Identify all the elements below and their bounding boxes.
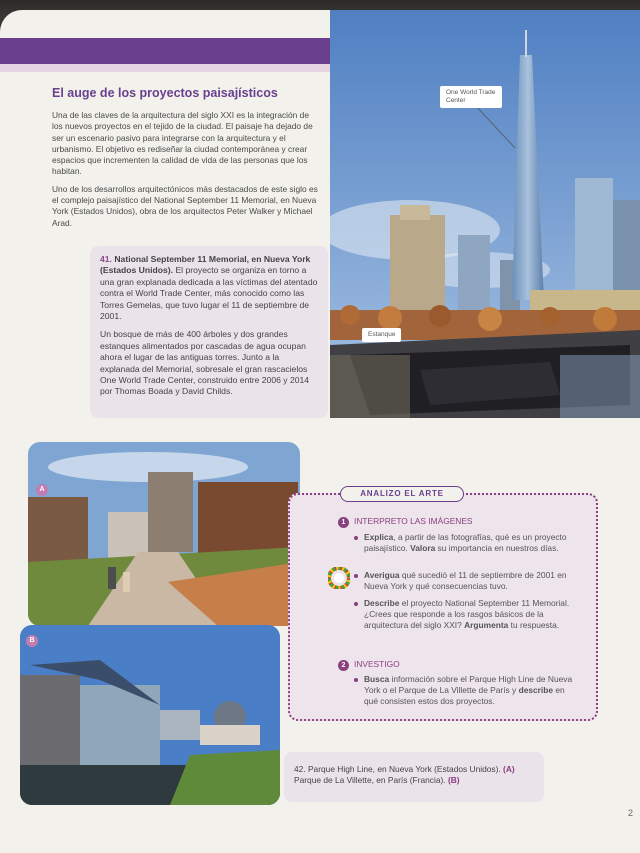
section-1-number: 1 [338,517,349,528]
sdg-wheel-icon [328,567,350,589]
bullet-describe: Describe el proyecto National September 11 Memorial. ¿Crees que responde a los rasgos básicos de la arquitectura del siglo XXI? Argumenta tu respuesta. [364,598,579,631]
analizo-title-text: ANALIZO EL ARTE [341,487,463,501]
caption-42-text-1: 42. Parque High Line, en Nueva York (Estados Unidos). [294,764,501,774]
header-stripe [0,64,330,72]
intro-paragraph-2: Uno de los desarrollos arquitectónicos más destacados de este siglo es el complejo paisajístico del National September 11 Memorial, en Nueva York (Estados Unidos), obra de los arquitectos Peter Walker y Michael Arad. [52,183,318,228]
high-line-photo [28,442,300,626]
badge-b: B [26,635,38,647]
article-intro [52,110,322,235]
page-number: 2 [628,808,634,818]
bullet-averigua: Averigua qué sucedió el 11 de septiembre de 2001 en Nueva York y qué consecuencias tuvo. [364,570,579,592]
caption-42-text-2: Parque de La Villette, en París (Francia). [294,775,446,786]
high-line-illustration [28,442,300,626]
caption-number: 41. [100,254,112,264]
header-band [0,38,330,64]
caption-text-1: El proyecto se organiza en torno a una gran explanada dedicada a las víctimas del atentado contra el World Trade Center, más conocido como las Torres Gemelas, que tuvo lugar el 11 de septiembre de 2001. [100,265,318,322]
section-2-number: 2 [338,660,349,671]
intro-paragraph-1: Una de las claves de la arquitectura del siglo XXI es la integración de los nuevos proyectos en el tejido de la ciudad. El paisaje ha dejado de ser un escenario pasivo para integrarse con la arquitectura y el urbanismo. El objetivo es rediseñar la ciudad contemporánea y crear espacios que incrementen la calidad de vida de las personas que los habitan. [52,110,313,177]
section-1-heading [338,516,473,528]
caption-41 [90,246,328,418]
label-pool: Estanque [362,328,401,342]
caption-text-2: Un bosque de más de 400 árboles y dos grandes estanques alimentados por cascadas de agua ocupan ahora el lugar de las antiguas torres. Junto a la explanada del Memorial, sobresale el gran rascacielos One World Trade Center, construido entre 2006 y 2014 por Thomas Boada y David Childs. [100,329,310,397]
caption-42 [284,752,544,802]
bullet-busca: Busca información sobre el Parque High Line de Nueva York o el Parque de La Villette de París y describe en qué consisten estos dos proyectos. [364,674,579,707]
la-villette-photo [20,625,280,805]
article-title: El auge de los proyectos paisajísticos [52,86,278,100]
caption-42-ref-b: (B) [447,775,460,786]
caption-title: National September 11 Memorial, en Nueva York (Estados Unidos). [100,254,311,276]
label-one-wtc: One World Trade Center [440,86,502,108]
memorial-photo [330,10,640,418]
section-1-title: INTERPRETO LAS IMÁGENES [354,516,473,526]
badge-a: A [36,484,48,496]
section-2-title: INVESTIGO [354,659,400,669]
bullet-explica: Explica, a partir de las fotografías, qué es un proyecto paisajístico. Valora su importancia en nuestros días. [364,532,579,554]
section-2-heading [338,659,400,671]
la-villette-illustration [20,625,280,805]
memorial-photo-illustration [330,10,640,418]
analizo-title [340,486,464,502]
caption-42-ref-a: (A) [503,764,515,774]
